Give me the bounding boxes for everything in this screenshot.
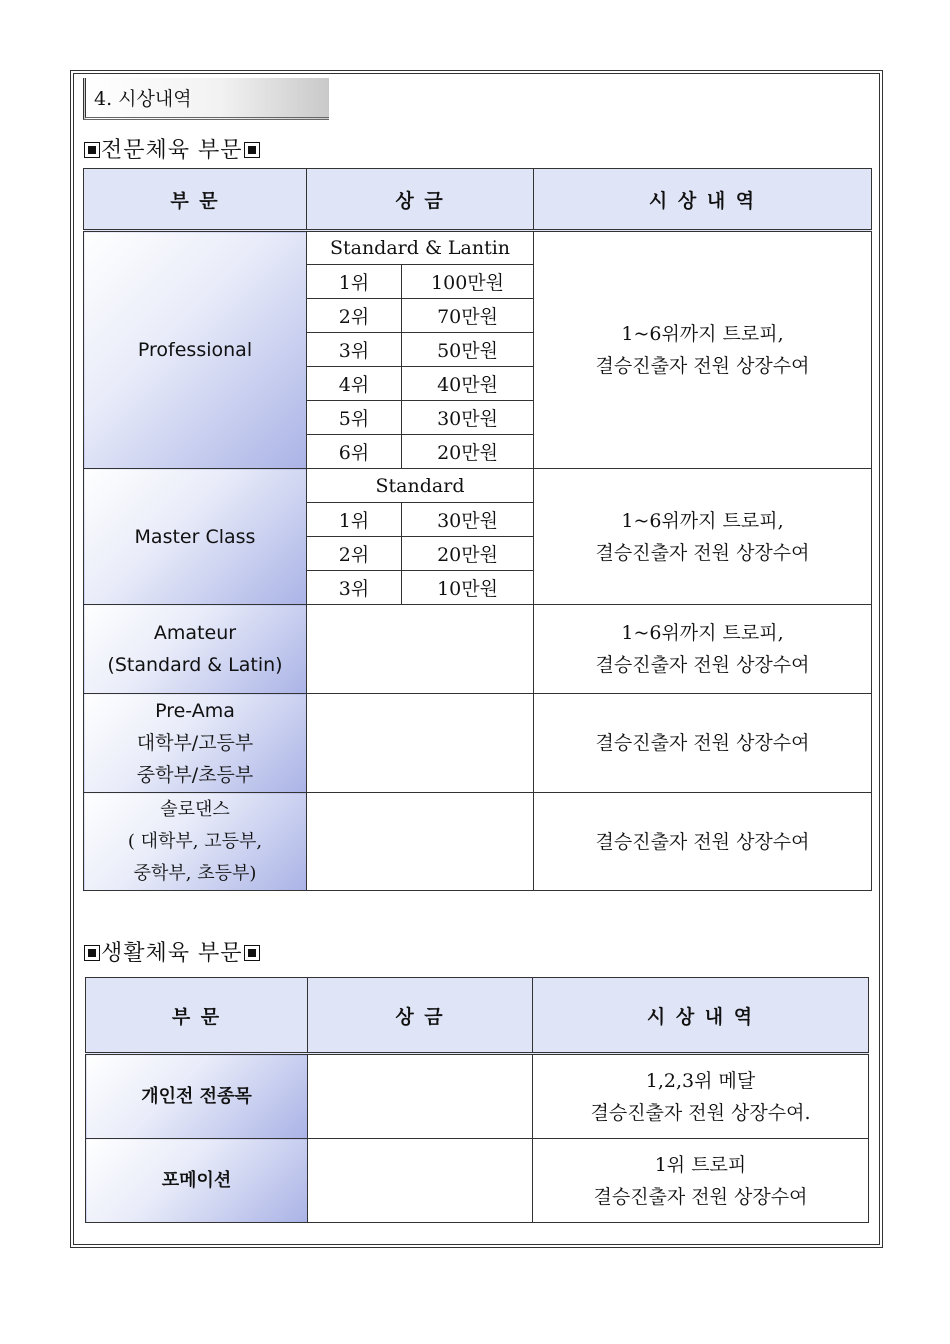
life-table [85,977,869,1223]
award-description [534,793,872,891]
prize-empty [307,694,534,793]
award-description [534,231,872,469]
square-bullet-icon [84,142,100,158]
amount-cell: 20만원 [402,435,534,469]
section-title: 4. 시상내역 [83,78,329,120]
amount-cell: 10만원 [402,571,534,605]
amount-cell: 40만원 [402,367,534,401]
category-solo-dance [84,793,307,891]
award-line: 1~6위까지 트로피, [621,323,784,345]
category-line: Pre-Ama [155,700,235,722]
pro-heading-text: 전문체육 부문 [101,138,243,163]
category-pre-ama [84,694,307,793]
award-description [533,1054,869,1139]
award-line: 1~6위까지 트로피, [621,509,784,532]
square-bullet-icon [84,945,100,961]
category-amateur [84,605,307,694]
category-line: ( 대학부, 고등부, [127,830,263,852]
amount-cell: 20만원 [402,537,534,571]
category-line: 중학부/초등부 [136,764,254,786]
header-prize: 상 금 [307,169,534,231]
rank-cell: 1위 [307,265,402,299]
category-line: (Standard & Latin) [107,654,283,676]
amount-cell: 70만원 [402,299,534,333]
header-category: 부 문 [86,978,308,1054]
category-formation: 포메이션 [86,1139,308,1223]
award-line: 결승진출자 전원 상장수여 [595,355,810,377]
header-prize: 상 금 [308,978,533,1054]
square-bullet-icon [244,945,260,961]
award-description [534,469,872,605]
amount-cell: 100만원 [402,265,534,299]
prize-empty [307,605,534,694]
pro-table [83,168,872,891]
life-heading-text: 생활체육 부문 [101,941,243,966]
rank-cell: 4위 [307,367,402,401]
category-line: 솔로댄스 [160,798,230,820]
award-line: 결승진출자 전원 상장수여 [593,1185,808,1208]
category-master-class: Master Class [84,469,307,605]
category-individual: 개인전 전종목 [86,1054,308,1139]
square-bullet-icon [244,142,260,158]
pro-heading [83,138,261,164]
award-description [534,605,872,694]
award-line: 결승진출자 전원 상장수여 [595,732,810,754]
category-line: Amateur [153,622,237,644]
amount-cell: 50만원 [402,333,534,367]
prize-type: Standard [307,469,534,503]
amount-cell: 30만원 [402,503,534,537]
prize-type: Standard & Lantin [307,231,534,265]
award-line: 결승진출자 전원 상장수여 [595,654,810,676]
rank-cell: 3위 [307,333,402,367]
rank-cell: 6위 [307,435,402,469]
rank-cell: 1위 [307,503,402,537]
award-description [534,694,872,793]
prize-empty [308,1054,533,1139]
rank-cell: 2위 [307,299,402,333]
rank-cell: 2위 [307,537,402,571]
header-award: 시 상 내 역 [534,169,872,231]
award-line: 1위 트로피 [654,1153,747,1176]
award-line: 1,2,3위 메달 [645,1069,756,1092]
header-category: 부 문 [84,169,307,231]
category-professional: Professional [84,231,307,469]
award-line: 결승진출자 전원 상장수여 [595,541,810,564]
rank-cell: 5위 [307,401,402,435]
award-line: 1~6위까지 트로피, [621,622,784,644]
life-heading [83,941,261,967]
amount-cell: 30만원 [402,401,534,435]
prize-empty [308,1139,533,1223]
award-description [533,1139,869,1223]
rank-cell: 3위 [307,571,402,605]
award-line: 결승진출자 전원 상장수여. [590,1101,811,1124]
prize-empty [307,793,534,891]
category-line: 중학부, 초등부) [133,862,257,884]
header-award: 시 상 내 역 [533,978,869,1054]
category-line: 대학부/고등부 [136,732,254,754]
award-line: 결승진출자 전원 상장수여 [595,830,810,853]
